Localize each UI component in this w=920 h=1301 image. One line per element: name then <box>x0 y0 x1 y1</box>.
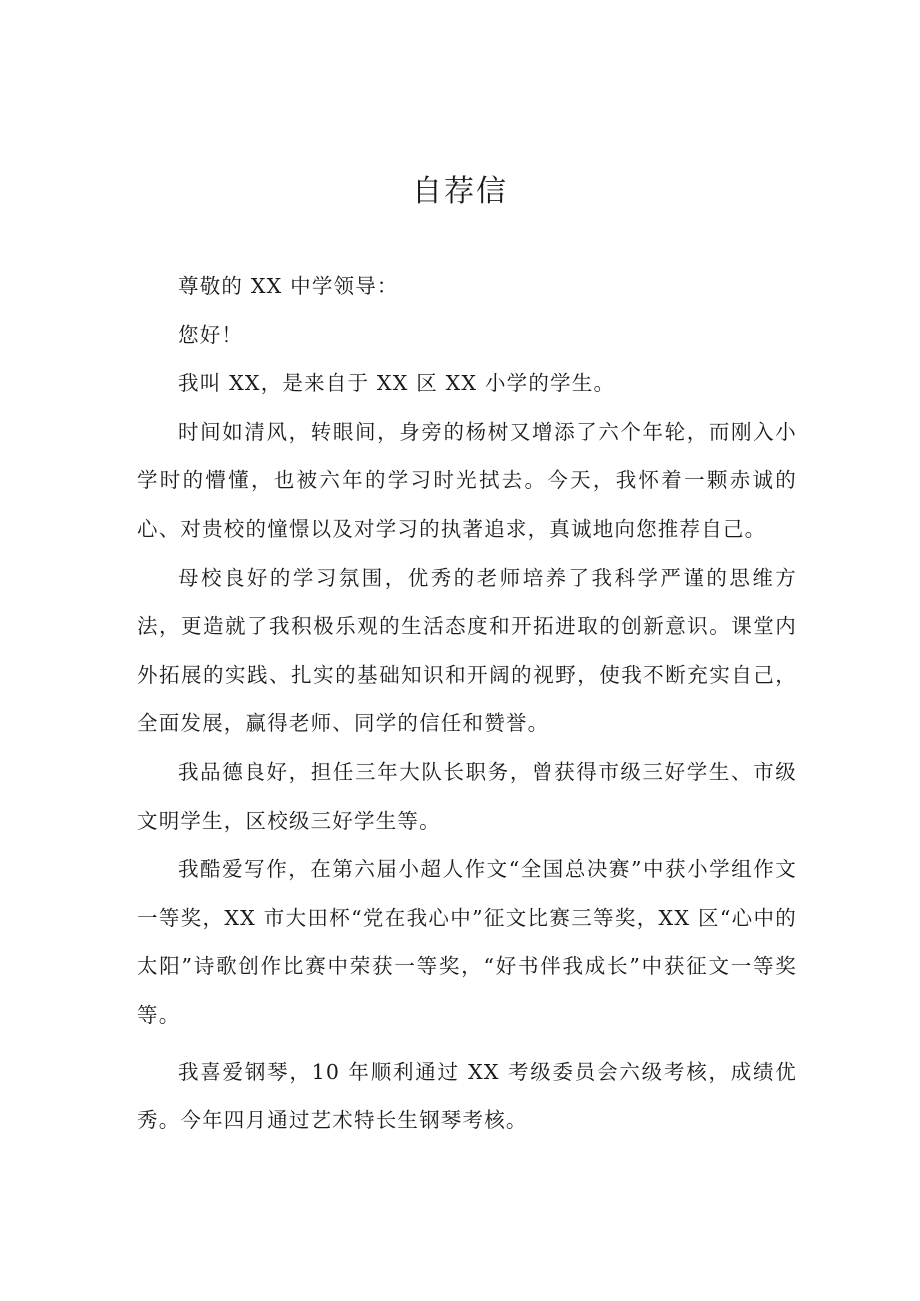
page-title: 自荐信 <box>412 174 508 209</box>
paragraph-piano: 我喜爱钢琴，10 年顺利通过 XX 考级委员会六级考核，成绩优秀。今年四月通过艺术特长生钢琴考核。 <box>137 1059 797 1133</box>
paragraph-recommendation: 时间如清风，转眼间，身旁的杨树又增添了六个年轮，而刚入小学时的懵懂，也被六年的学习时光拭去。今天，我怀着一颗赤诚的心、对贵校的憧憬以及对学习的执著追求，真诚地向您推荐自己。 <box>137 419 797 541</box>
greeting: 您好！ <box>178 322 244 347</box>
letter-body <box>137 262 797 1145</box>
paragraph-school: 母校良好的学习氛围，优秀的老师培养了我科学严谨的思维方法，更造就了我积极乐观的生活态度和开拓进取的创新意识。课堂内外拓展的实践、扎实的基础知识和开阔的视野，使我不断充实自己，全面发展，赢得老师、同学的信任和赞誉。 <box>137 565 797 736</box>
paragraph-character: 我品德良好，担任三年大队长职务，曾获得市级三好学生、市级文明学生，区校级三好学生等。 <box>137 759 797 833</box>
paragraph-intro: 我叫 XX，是来自于 XX 区 XX 小学的学生。 <box>178 371 616 396</box>
salutation: 尊敬的 XX 中学领导： <box>178 274 399 298</box>
paragraph-writing: 我酷爱写作，在第六届小超人作文“全国总决赛”中获小学组作文一等奖，XX 市大田杯“党在我心中”征文比赛三等奖，XX 区“心中的太阳”诗歌创作比赛中荣获一等奖，“好书伴我成长”中获征文一等奖等。 <box>137 857 797 1027</box>
